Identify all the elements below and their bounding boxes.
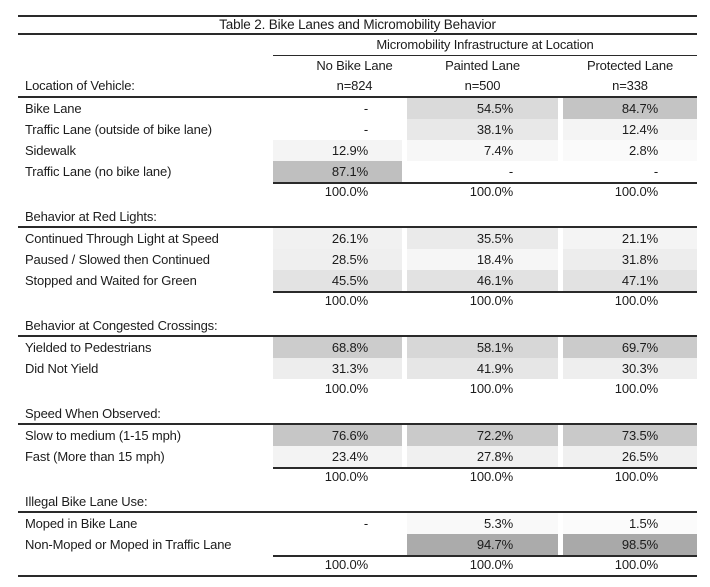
total-cell-inner	[273, 379, 402, 399]
total-cell	[273, 182, 402, 202]
cell-value: 69.7%	[621, 340, 658, 355]
horizontal-rule	[18, 575, 697, 577]
data-cell	[558, 337, 697, 358]
section-header: Behavior at Red Lights:	[25, 209, 157, 224]
total-cell-inner	[273, 467, 402, 487]
total-value: 100.0%	[469, 381, 513, 396]
heatmap-cell-background	[273, 513, 402, 534]
totals-row	[18, 379, 697, 399]
total-cell-inner	[563, 555, 697, 575]
total-value: 100.0%	[469, 293, 513, 308]
row-label: Bike Lane	[25, 101, 82, 116]
total-cell-inner	[407, 182, 558, 202]
row-label: Moped in Bike Lane	[25, 516, 138, 531]
heatmap-cell-background	[273, 425, 402, 446]
data-cell	[402, 534, 558, 555]
heatmap-cell-background	[407, 534, 558, 555]
section-header: Speed When Observed:	[25, 406, 161, 421]
total-cell-inner	[563, 379, 697, 399]
heatmap-cell-background	[273, 249, 402, 270]
spacer	[18, 379, 273, 399]
cell-value: 94.7%	[476, 537, 513, 552]
totals-row	[18, 291, 697, 311]
cell-value: 46.1%	[476, 273, 513, 288]
total-cell	[402, 291, 558, 311]
row-label: Yielded to Pedestrians	[25, 340, 152, 355]
row-label: Traffic Lane (no bike lane)	[25, 164, 172, 179]
data-cell	[402, 425, 558, 446]
data-cell	[402, 513, 558, 534]
heatmap-cell-background	[563, 140, 697, 161]
data-cell	[558, 446, 697, 467]
spacer	[18, 182, 273, 202]
total-cell-inner	[273, 182, 402, 202]
data-cell	[273, 425, 402, 446]
heatmap-cell-background	[563, 228, 697, 249]
data-cell	[402, 140, 558, 161]
data-cell	[558, 140, 697, 161]
section-header: Illegal Bike Lane Use:	[25, 494, 148, 509]
total-value: 100.0%	[614, 557, 658, 572]
heatmap-cell-background	[563, 161, 697, 182]
total-cell-inner	[407, 555, 558, 575]
cell-value: -	[363, 516, 368, 531]
data-cell	[558, 98, 697, 119]
total-cell	[558, 291, 697, 311]
data-cell	[402, 337, 558, 358]
row-label: Sidewalk	[25, 143, 76, 158]
total-cell-inner	[563, 467, 697, 487]
heatmap-cell-background	[407, 446, 558, 467]
total-cell	[273, 555, 402, 575]
cell-value: 76.6%	[331, 428, 368, 443]
data-cell	[558, 513, 697, 534]
data-cell	[273, 161, 402, 182]
heatmap-cell-background	[273, 534, 402, 555]
column-group-row	[18, 35, 697, 56]
section-header: Behavior at Congested Crossings:	[25, 318, 218, 333]
heatmap-cell-background	[407, 140, 558, 161]
cell-value: 45.5%	[331, 273, 368, 288]
table-row	[18, 228, 697, 249]
total-value: 100.0%	[469, 184, 513, 199]
data-cell	[402, 98, 558, 119]
data-cell	[558, 270, 697, 291]
table-row	[18, 446, 697, 467]
column-group-header: Micromobility Infrastructure at Location	[273, 35, 697, 56]
cell-value: 87.1%	[331, 164, 368, 179]
total-cell	[558, 467, 697, 487]
heatmap-cell-background	[407, 358, 558, 379]
cell-value: 23.4%	[331, 449, 368, 464]
cell-value: 31.8%	[621, 252, 658, 267]
heatmap-cell-background	[407, 425, 558, 446]
total-cell	[402, 379, 558, 399]
totals-row	[18, 555, 697, 575]
heatmap-cell-background	[563, 249, 697, 270]
column-sample-size: n=500	[464, 78, 501, 93]
data-cell	[402, 228, 558, 249]
totals-row	[18, 467, 697, 487]
total-cell-inner	[563, 182, 697, 202]
total-value: 100.0%	[469, 469, 513, 484]
spacer	[18, 291, 273, 311]
table-row	[18, 119, 697, 140]
spacer	[18, 555, 273, 575]
heatmap-cell-background	[273, 98, 402, 119]
data-cell	[402, 270, 558, 291]
cell-value: 35.5%	[476, 231, 513, 246]
cell-value: 98.5%	[621, 537, 658, 552]
table-row	[18, 161, 697, 182]
column-sample-size: n=338	[612, 78, 648, 93]
data-cell	[273, 119, 402, 140]
heatmap-cell-background	[563, 446, 697, 467]
cell-value: 12.4%	[621, 122, 658, 137]
heatmap-cell-background	[273, 119, 402, 140]
total-cell-inner	[273, 555, 402, 575]
table-row	[18, 358, 697, 379]
cell-value: 31.3%	[331, 361, 368, 376]
row-label: Did Not Yield	[25, 361, 99, 376]
cell-value: -	[363, 122, 368, 137]
data-cell	[273, 358, 402, 379]
row-label: Paused / Slowed then Continued	[25, 252, 210, 267]
total-value: 100.0%	[614, 469, 658, 484]
data-cell	[402, 161, 558, 182]
total-value: 100.0%	[324, 557, 368, 572]
data-cell	[273, 140, 402, 161]
data-cell	[273, 337, 402, 358]
data-cell	[273, 270, 402, 291]
table-row	[18, 513, 697, 534]
cell-value: 27.8%	[476, 449, 513, 464]
heatmap-cell-background	[563, 337, 697, 358]
data-cell	[558, 119, 697, 140]
cell-value: 73.5%	[621, 428, 658, 443]
total-cell	[402, 467, 558, 487]
spacer	[18, 35, 273, 56]
total-cell	[558, 379, 697, 399]
heatmap-cell-background	[563, 358, 697, 379]
heatmap-cell-background	[407, 337, 558, 358]
table-body	[18, 98, 697, 575]
heatmap-cell-background	[273, 446, 402, 467]
data-cell	[402, 119, 558, 140]
heatmap-cell-background	[563, 513, 697, 534]
section-header-row	[18, 202, 697, 228]
heatmap-cell-background	[273, 337, 402, 358]
cell-value: 41.9%	[476, 361, 513, 376]
total-cell-inner	[563, 291, 697, 311]
heatmap-cell-background	[407, 161, 558, 182]
table-row	[18, 98, 697, 119]
total-cell	[273, 291, 402, 311]
data-cell	[273, 446, 402, 467]
sample-size-row	[18, 76, 697, 98]
cell-value: 21.1%	[621, 231, 658, 246]
heatmap-cell-background	[407, 98, 558, 119]
data-cell	[273, 534, 402, 555]
total-value: 100.0%	[614, 293, 658, 308]
data-cell	[273, 98, 402, 119]
total-cell-inner	[407, 379, 558, 399]
cell-value: 84.7%	[621, 101, 658, 116]
heatmap-cell-background	[563, 534, 697, 555]
table-row	[18, 249, 697, 270]
data-cell	[558, 425, 697, 446]
cell-value: 38.1%	[476, 122, 513, 137]
cell-value: 18.4%	[476, 252, 513, 267]
total-value: 100.0%	[324, 381, 368, 396]
section-header-row	[18, 487, 697, 513]
data-cell	[273, 228, 402, 249]
cell-value: 1.5%	[628, 516, 658, 531]
column-sample-size: n=824	[336, 78, 373, 93]
total-value: 100.0%	[469, 557, 513, 572]
cell-value: 26.5%	[621, 449, 658, 464]
total-cell-inner	[273, 291, 402, 311]
row-label: Slow to medium (1-15 mph)	[25, 428, 181, 443]
row-label: Fast (More than 15 mph)	[25, 449, 165, 464]
cell-value: 2.8%	[628, 143, 658, 158]
cell-value: 7.4%	[483, 143, 513, 158]
total-cell	[273, 467, 402, 487]
section-header-row	[18, 311, 697, 337]
total-cell-inner	[407, 467, 558, 487]
total-value: 100.0%	[324, 293, 368, 308]
totals-row	[18, 182, 697, 202]
heatmap-cell-background	[563, 270, 697, 291]
heatmap-cell-background	[273, 228, 402, 249]
heatmap-cell-background	[273, 358, 402, 379]
cell-value: 68.8%	[331, 340, 368, 355]
row-label: Continued Through Light at Speed	[25, 231, 219, 246]
cell-value: 30.3%	[621, 361, 658, 376]
heatmap-cell-background	[563, 98, 697, 119]
heatmap-cell-background	[407, 249, 558, 270]
cell-value: 28.5%	[331, 252, 368, 267]
heatmap-cell-background	[273, 140, 402, 161]
data-cell	[558, 161, 697, 182]
total-value: 100.0%	[614, 184, 658, 199]
section-header: Location of Vehicle:	[25, 78, 135, 93]
row-label: Stopped and Waited for Green	[25, 273, 197, 288]
section-header-row	[18, 399, 697, 425]
column-header: Painted Lane	[445, 58, 520, 73]
spacer	[18, 56, 273, 76]
data-cell	[558, 249, 697, 270]
row-label: Non-Moped or Moped in Traffic Lane	[25, 537, 232, 552]
heatmap-cell-background	[407, 119, 558, 140]
data-cell	[402, 249, 558, 270]
cell-value: 54.5%	[476, 101, 513, 116]
cell-value: -	[363, 101, 368, 116]
data-cell	[273, 249, 402, 270]
table-row	[18, 140, 697, 161]
cell-value: 12.9%	[331, 143, 368, 158]
data-cell	[402, 446, 558, 467]
heatmap-cell-background	[407, 513, 558, 534]
cell-value: 5.3%	[483, 516, 513, 531]
table-title: Table 2. Bike Lanes and Micromobility Behavior	[219, 17, 496, 32]
table-row	[18, 337, 697, 358]
total-value: 100.0%	[324, 469, 368, 484]
data-cell	[558, 228, 697, 249]
data-cell	[402, 358, 558, 379]
heatmap-cell-background	[563, 425, 697, 446]
cell-value: 26.1%	[331, 231, 368, 246]
data-cell	[558, 534, 697, 555]
heatmap-cell-background	[407, 270, 558, 291]
heatmap-cell-background	[273, 161, 402, 182]
cell-value: 72.2%	[476, 428, 513, 443]
heatmap-cell-background	[273, 270, 402, 291]
total-cell	[273, 379, 402, 399]
total-cell	[402, 182, 558, 202]
total-value: 100.0%	[614, 381, 658, 396]
column-header: Protected Lane	[586, 58, 674, 73]
total-value: 100.0%	[324, 184, 368, 199]
cell-value: 47.1%	[621, 273, 658, 288]
heatmap-cell-background	[563, 119, 697, 140]
table-row	[18, 534, 697, 555]
column-header: No Bike Lane	[316, 58, 393, 73]
total-cell-inner	[407, 291, 558, 311]
total-cell	[402, 555, 558, 575]
row-label: Traffic Lane (outside of bike lane)	[25, 122, 212, 137]
statistics-table	[18, 15, 697, 577]
total-cell	[558, 182, 697, 202]
cell-value: -	[653, 164, 658, 179]
spacer	[18, 467, 273, 487]
data-cell	[273, 513, 402, 534]
cell-value: 58.1%	[476, 340, 513, 355]
cell-value: -	[508, 164, 513, 179]
column-header-row	[18, 56, 697, 76]
data-cell	[558, 358, 697, 379]
table-row	[18, 425, 697, 446]
table-row	[18, 270, 697, 291]
heatmap-cell-background	[407, 228, 558, 249]
total-cell	[558, 555, 697, 575]
